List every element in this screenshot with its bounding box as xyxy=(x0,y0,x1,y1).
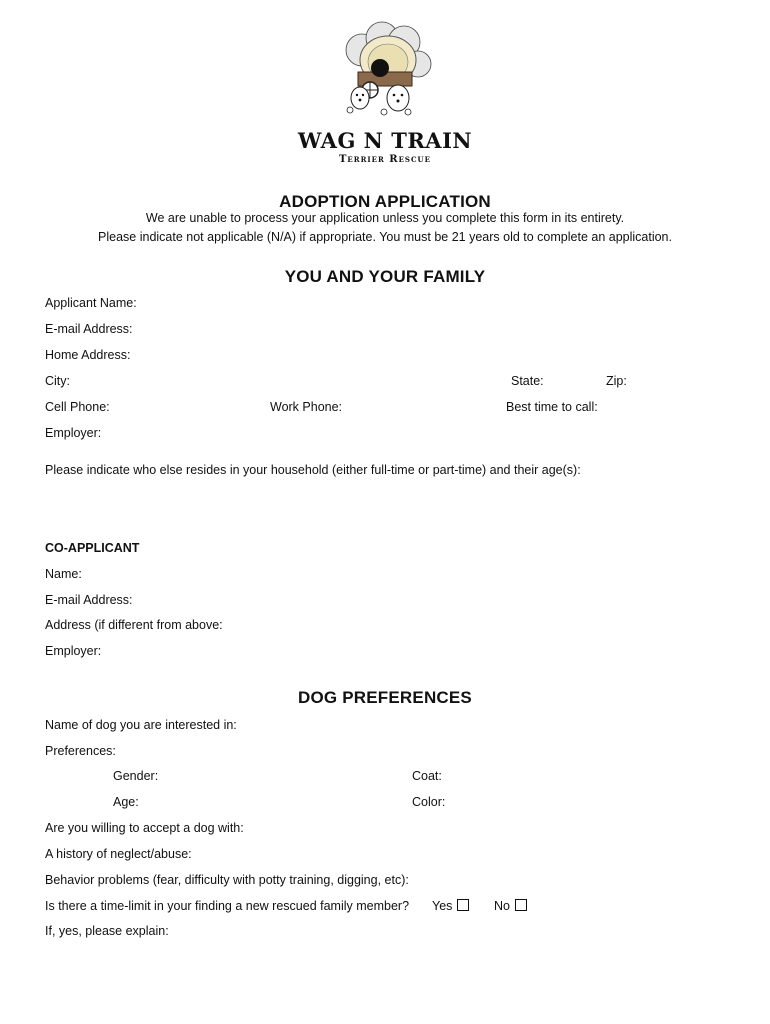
instructions-line-1: We are unable to process your application unless you complete this form in its entirety. xyxy=(145,211,625,225)
state-label: State: xyxy=(511,374,544,388)
email-label: E-mail Address: xyxy=(45,322,133,336)
yes-option xyxy=(432,899,469,913)
age-label: Age: xyxy=(113,795,139,809)
section-heading-family: YOU AND YOUR FAMILY xyxy=(284,267,486,286)
no-label: No xyxy=(494,899,510,913)
neglect-label: A history of neglect/abuse: xyxy=(45,847,192,861)
section-heading-coapplicant: CO-APPLICANT xyxy=(45,541,140,555)
no-option xyxy=(494,899,527,913)
coapplicant-address-label: Address (if different from above: xyxy=(45,618,223,632)
time-limit-label: Is there a time-limit in your finding a new rescued family member? xyxy=(45,899,410,913)
zip-label: Zip: xyxy=(606,374,627,388)
home-address-label: Home Address: xyxy=(45,348,131,362)
brand-name: WAG N TRAIN xyxy=(297,128,473,153)
coapplicant-employer-label: Employer: xyxy=(45,644,102,658)
yes-checkbox[interactable] xyxy=(457,899,469,911)
household-label: Please indicate who else resides in your household (either full-time or part-time) and their age(s): xyxy=(45,463,581,477)
coapplicant-email-label: E-mail Address: xyxy=(45,593,133,607)
yes-label: Yes xyxy=(432,899,453,913)
city-label: City: xyxy=(45,374,70,388)
preferences-label: Preferences: xyxy=(45,744,116,758)
work-phone-label: Work Phone: xyxy=(270,400,343,414)
color-label: Color: xyxy=(412,795,446,809)
cell-phone-label: Cell Phone: xyxy=(45,400,110,414)
applicant-name-label: Applicant Name: xyxy=(45,296,137,310)
willing-label: Are you willing to accept a dog with: xyxy=(45,821,244,835)
logo xyxy=(340,20,435,132)
behavior-label: Behavior problems (fear, difficulty with potty training, digging, etc): xyxy=(45,873,409,887)
no-checkbox[interactable] xyxy=(515,899,527,911)
instructions-line-2: Please indicate not applicable (N/A) if appropriate. You must be 21 years old to complete an application. xyxy=(98,230,672,244)
dog-name-label: Name of dog you are interested in: xyxy=(45,718,237,732)
section-heading-dog-preferences: DOG PREFERENCES xyxy=(298,688,472,707)
terrier-wagon-logo-icon xyxy=(340,20,435,132)
coapplicant-name-label: Name: xyxy=(45,567,82,581)
gender-label: Gender: xyxy=(113,769,159,783)
explain-label: If, yes, please explain: xyxy=(45,924,169,938)
brand-tagline: Terrier Rescue xyxy=(338,154,432,165)
page-title: ADOPTION APPLICATION xyxy=(279,192,491,211)
best-time-label: Best time to call: xyxy=(506,400,598,414)
coat-label: Coat: xyxy=(412,769,442,783)
employer-label: Employer: xyxy=(45,426,102,440)
